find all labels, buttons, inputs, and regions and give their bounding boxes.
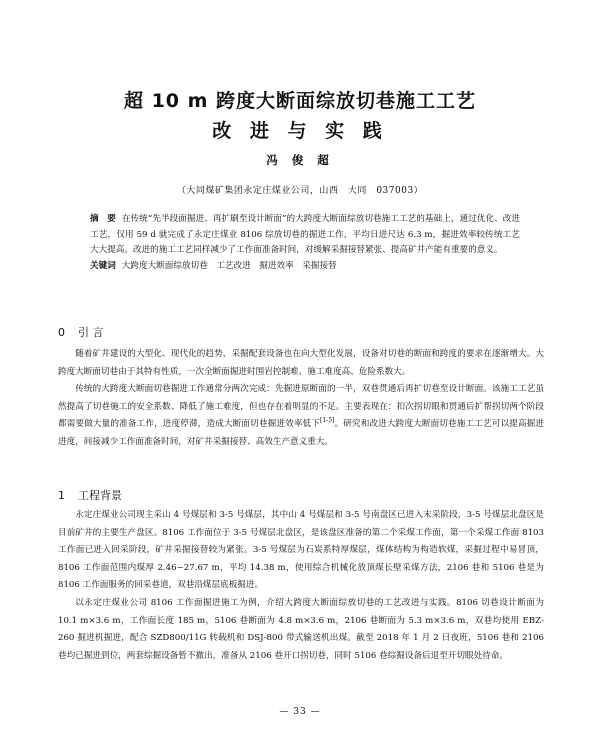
paragraph: 以永定庄煤业公司 8106 工作面掘进施工为例，介绍大跨度大断面综放切巷的工艺改进与实践。8106 切巷设计断面为 10.1 m×3.6 m，工作面长度 185 m，5106 巷断面为 4.8 m×3.6 m，2106 巷断面为 5.3 m×3.6 m，双巷均使用 EBZ-260 掘进机掘进，配合 SZD800/11G 转载机和 DSJ-800 带式输送机出煤。截至 2018 年 1 月 2 日夜班，5106 巷和 2106 巷均已掘进到位，两套综掘设备暂不撤出，准备从 2106 巷开口拐切巷，同时 5106 巷综掘设备后退至开切眼处待命。: [58, 597, 544, 661]
section-number: 1: [58, 489, 65, 502]
section-number: 0: [58, 326, 65, 339]
paragraph: [58, 381, 544, 451]
section-title: 工程背景: [78, 489, 122, 502]
paper-title-line-1: 超 10 m 跨度大断面综放切巷施工工艺: [123, 90, 477, 112]
abstract-text: 在传统“先半段面掘进、再扩刷至设计断面”的大跨度大断面综放切巷施工工艺的基础上，通过优化、改进工艺，仅用 59 d 就完成了永定庄煤业 8106 综放切巷的掘进工作，平均日进尺达 6.3 m，掘进效率较传统工艺大大提高。改进的施工工艺同样减少了工作面准备时间，对缓解采掘接替紧张、提高矿井产能有重要的意义。: [90, 214, 520, 255]
section-body-introduction: [58, 346, 544, 452]
section-heading-background: [58, 487, 122, 503]
paper-title-line-2: 改 进 与 实 践: [212, 120, 388, 142]
abstract-block: [90, 212, 520, 274]
keywords-text: 大跨度大断面综放切巷 工艺改进 掘进效率 采掘接替: [121, 260, 337, 271]
section-body-background: [58, 507, 544, 665]
paragraph: 随着矿井建设的大型化、现代化的趋势，采掘配套设备也在向大型化发展，设备对切巷的断面和跨度的要求在逐渐增大。大跨度大断面切巷由于其特有性质，一次全断面掘进时围岩控制难、施工难度高、危险系数大。: [58, 349, 544, 377]
abstract-label: 摘 要: [90, 214, 116, 224]
citation-ref: [1-5]: [320, 417, 335, 425]
paragraph-text: 传统的大跨度大断面切巷掘进工作通常分两次完成：先掘进原断面的一半，双巷贯通后再扩切巷至设计断面。该施工工艺虽然提高了切巷施工的安全系数、降低了施工难度，但也存在着明显的不足。主要表现在：扣次拐切眼和贯通后扩帮拐切两个阶段都需要做大量的准备工作，进度停滞，造成大断面切巷掘进效率低下: [58, 384, 544, 430]
page-number: — 33 —: [279, 707, 321, 717]
paragraph-text: 。研究和改进大跨度大断面切巷施工工艺可以提高掘进进度，间接减少工作面准备时间，对矿井采掘接替、高效生产意义重大。: [58, 419, 544, 447]
author-affiliation: （大同煤矿集团永定庄煤业公司，山西 大同 037003）: [176, 186, 424, 196]
author-name: 冯 俊 超: [266, 153, 334, 167]
section-title: 引 言: [78, 326, 104, 339]
keywords-label: 关键词: [90, 260, 116, 271]
keywords-line: [90, 259, 520, 275]
section-heading-introduction: [58, 324, 104, 340]
paragraph: 永定庄煤业公司现主采山 4 号煤层和 3-5 号煤层，其中山 4 号煤层和 3-5 号南盘区已进入末采阶段，3-5 号煤层北盘区是目前矿井的主要生产盘区。8106 工作面位于 3-5 号煤层北盘区，是该盘区准备的第二个采煤工作面，第一个采煤工作面 8103 工作面已进入回采阶段，矿井采掘接替较为紧张。3-5 号煤层为石炭系特厚煤层，煤体结构为构造软煤，采掘过程中易冒顶，8106 工作面范围内煤厚 2.46~27.67 m，平均 14.38 m，使用综合机械化放顶煤长壁采煤方法，2106 巷和 5106 巷是为 8106 工作面服务的回采巷道，双巷沿煤层底板掘进。: [58, 510, 544, 591]
